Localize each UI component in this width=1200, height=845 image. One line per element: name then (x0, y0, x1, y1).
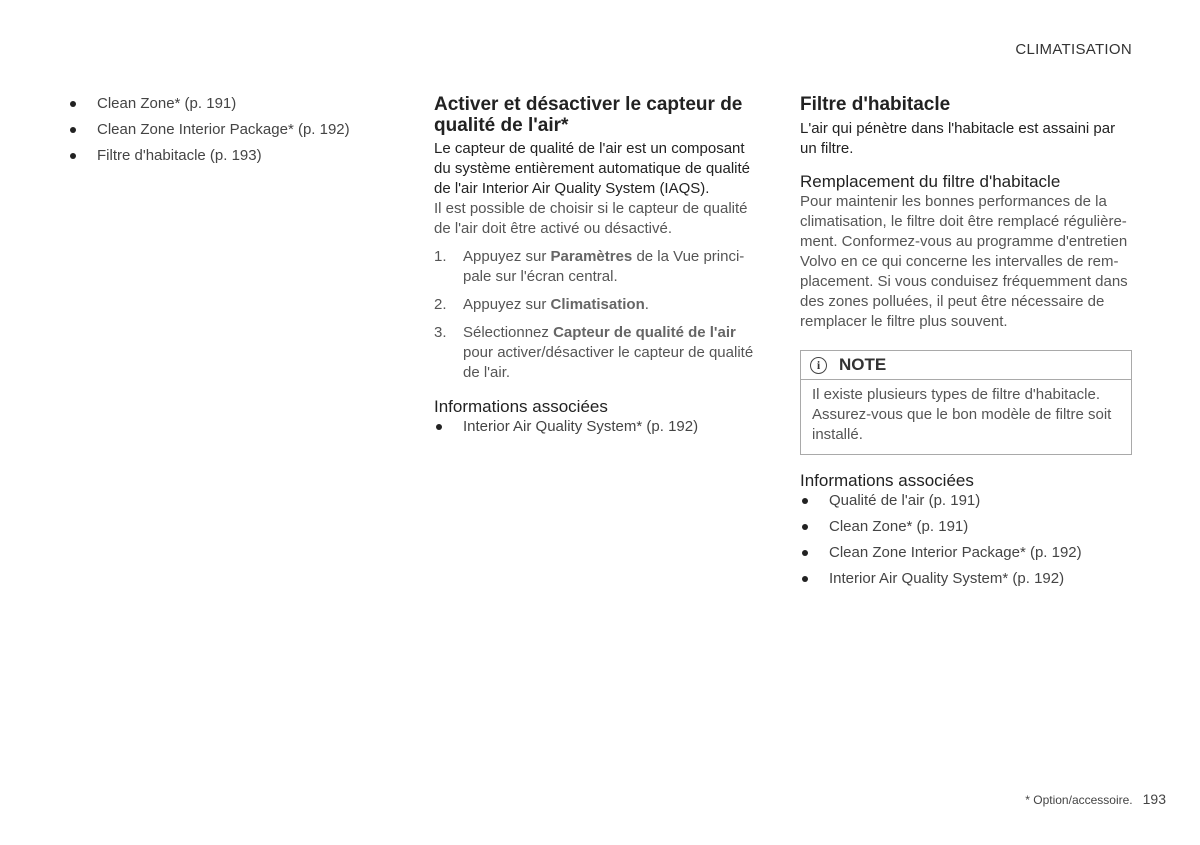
column-1 (68, 94, 388, 172)
column-3 (800, 94, 1132, 595)
related-links-list (800, 491, 1132, 589)
link-text[interactable]: Clean Zone Interior Package* (p. 192) (97, 121, 350, 138)
link-text[interactable]: Filtre d'habitacle (p. 193) (97, 147, 262, 164)
step-item (434, 323, 760, 383)
list-item[interactable] (800, 517, 1132, 537)
step-item (434, 295, 760, 315)
list-item[interactable] (68, 120, 388, 140)
step-text: pour activer/désactiver le capteur de qualité de l'air. (463, 344, 754, 381)
related-title: Informations associées (434, 397, 608, 416)
step-number: 3. (434, 324, 447, 341)
menu-reference: Paramètres (550, 248, 633, 265)
menu-reference: Climatisation (550, 296, 645, 313)
link-text[interactable]: Interior Air Quality System* (p. 192) (463, 418, 699, 435)
bullet-icon (70, 127, 76, 133)
step-number: 2. (434, 296, 447, 313)
list-item[interactable] (800, 569, 1132, 589)
bullet-icon (436, 424, 442, 430)
list-item[interactable] (434, 417, 760, 437)
list-item[interactable] (800, 491, 1132, 511)
menu-reference: Capteur de qualité de l'air (553, 324, 736, 341)
related-links-list (68, 94, 388, 166)
step-text: de la Vue princi-pale sur l'écran central. (463, 248, 745, 285)
link-text[interactable]: Clean Zone Interior Package* (p. 192) (829, 544, 1082, 561)
steps-list (434, 247, 760, 383)
note-box (800, 350, 1132, 455)
related-title: Informations associées (800, 471, 974, 490)
bullet-icon (802, 576, 808, 582)
subsection-title: Remplacement du filtre d'habitacle (800, 172, 1061, 191)
related-links-list (434, 417, 760, 437)
bullet-icon (802, 550, 808, 556)
note-text: Il existe plusieurs types de filtre d'habitacle. Assurez-vous que le bon modèle de filtre soit installé. (812, 386, 1112, 443)
info-icon: i (810, 357, 827, 374)
step-text: . (644, 296, 649, 313)
note-label: NOTE (839, 355, 887, 374)
section-title: Activer et désactiver le capteur de qualité de l'air* (434, 94, 743, 136)
list-item[interactable] (68, 146, 388, 166)
intro-text: L'air qui pénètre dans l'habitacle est assaini par un filtre. (800, 120, 1116, 157)
step-text: Sélectionnez (463, 324, 554, 341)
step-text: Appuyez sur (463, 296, 551, 313)
bullet-icon (70, 101, 76, 107)
link-text[interactable]: Clean Zone* (p. 191) (829, 518, 969, 535)
page-footer (1025, 791, 1166, 807)
step-number: 1. (434, 248, 447, 265)
step-item (434, 247, 760, 287)
intro-text: Le capteur de qualité de l'air est un composant du système entièrement automatique de qualité de l'air Interior Air Quality System (IAQS). (434, 140, 751, 197)
section-title: Filtre d'habitacle (800, 94, 951, 115)
column-2 (434, 94, 760, 443)
bullet-icon (70, 153, 76, 159)
body-text: Pour maintenir les bonnes performances de la climatisation, le filtre doit être remplacé régulière-ment. Conformez-vous au programme d'entretien Volvo en ce qui concerne les intervalles de rem-placement. Si vous conduisez fréquemment dans des zones polluées, il peut être nécessaire de remplacer le filtre plus souvent. (800, 193, 1128, 330)
section-header: CLIMATISATION (1015, 41, 1132, 58)
list-item[interactable] (68, 94, 388, 114)
footnote: * Option/accessoire. (1025, 793, 1133, 807)
list-item[interactable] (800, 543, 1132, 563)
step-text: Appuyez sur (463, 248, 551, 265)
page-number: 193 (1142, 791, 1166, 807)
bullet-icon (802, 524, 808, 530)
link-text[interactable]: Interior Air Quality System* (p. 192) (829, 570, 1065, 587)
bullet-icon (802, 498, 808, 504)
link-text[interactable]: Clean Zone* (p. 191) (97, 95, 237, 112)
link-text[interactable]: Qualité de l'air (p. 191) (829, 492, 981, 509)
note-header (801, 351, 1131, 380)
body-text: Il est possible de choisir si le capteur de qualité de l'air doit être activé ou désactivé. (434, 200, 748, 237)
